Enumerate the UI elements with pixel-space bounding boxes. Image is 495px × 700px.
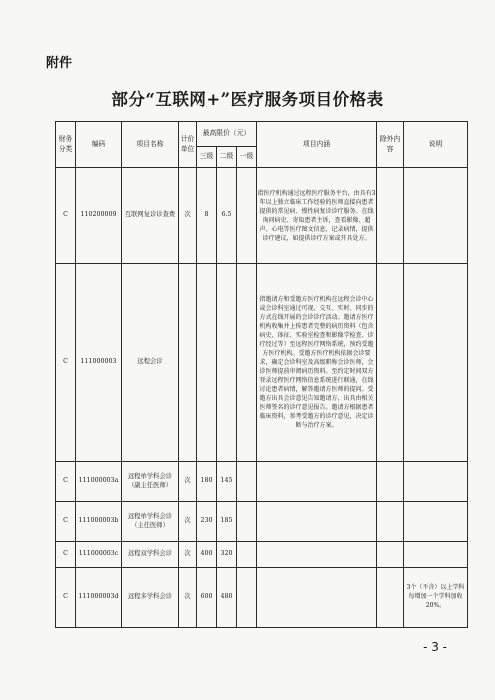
cell-price-level1 xyxy=(237,542,257,568)
cell-price-level1 xyxy=(237,502,257,542)
header-level1: 一级 xyxy=(237,147,257,168)
cell-exclusions xyxy=(377,502,404,542)
header-content: 项目内涵 xyxy=(257,122,377,168)
cell-remarks xyxy=(404,264,468,462)
cell-code: 111000003d xyxy=(76,568,122,628)
table-row xyxy=(56,542,468,568)
table-row xyxy=(56,502,468,542)
cell-price-level3: 230 xyxy=(197,502,217,542)
cell-price-level3: 8 xyxy=(197,168,217,264)
cell-price-level2: 185 xyxy=(217,502,237,542)
cell-price-level2: 6.5 xyxy=(217,168,237,264)
table-row xyxy=(56,568,468,628)
cell-exclusions xyxy=(377,542,404,568)
cell-remarks xyxy=(404,542,468,568)
table-row xyxy=(56,462,468,502)
cell-remarks xyxy=(404,462,468,502)
cell-category: C xyxy=(56,568,76,628)
cell-price-level3: 600 xyxy=(197,568,217,628)
header-category: 财务分类 xyxy=(56,122,76,168)
cell-category: C xyxy=(56,168,76,264)
cell-price-level2: 320 xyxy=(217,542,237,568)
cell-price-level3 xyxy=(197,264,217,462)
page-number: - 3 - xyxy=(423,640,447,654)
cell-name: 互联网复诊诊查费 xyxy=(122,168,179,264)
cell-price-level1 xyxy=(237,568,257,628)
cell-name: 远程会诊 xyxy=(122,264,179,462)
header-unit: 计价单位 xyxy=(179,122,197,168)
cell-content xyxy=(257,568,377,628)
cell-content xyxy=(257,462,377,502)
cell-name: 远程多学科会诊 xyxy=(122,568,179,628)
cell-price-level2: 145 xyxy=(217,462,237,502)
cell-category: C xyxy=(56,542,76,568)
cell-category: C xyxy=(56,502,76,542)
cell-exclusions xyxy=(377,168,404,264)
cell-exclusions xyxy=(377,264,404,462)
cell-unit xyxy=(179,264,197,462)
cell-remarks: 3个（不含）以上学科每增加一个学科加收20%。 xyxy=(404,568,468,628)
cell-unit: 次 xyxy=(179,168,197,264)
cell-exclusions xyxy=(377,462,404,502)
cell-price-level1 xyxy=(237,168,257,264)
cell-code: 110200009 xyxy=(76,168,122,264)
cell-price-level3: 400 xyxy=(197,542,217,568)
table-row xyxy=(56,168,468,264)
cell-code: 111000003a xyxy=(76,462,122,502)
header-exclusions: 除外内容 xyxy=(377,122,404,168)
cell-price-level2 xyxy=(217,264,237,462)
cell-name: 远程单学科会诊（主任医师） xyxy=(122,502,179,542)
cell-exclusions xyxy=(377,568,404,628)
cell-content xyxy=(257,502,377,542)
cell-code: 111000003 xyxy=(76,264,122,462)
cell-name: 远程双学科会诊 xyxy=(122,542,179,568)
header-max-price: 最高限价（元） xyxy=(197,122,257,147)
header-name: 项目名称 xyxy=(122,122,179,168)
cell-category: C xyxy=(56,462,76,502)
cell-price-level1 xyxy=(237,264,257,462)
price-table xyxy=(55,121,468,628)
cell-name: 远程单学科会诊（副主任医师） xyxy=(122,462,179,502)
attachment-label: 附件 xyxy=(46,56,73,71)
cell-unit: 次 xyxy=(179,568,197,628)
cell-code: 111000003c xyxy=(76,542,122,568)
cell-unit: 次 xyxy=(179,462,197,502)
header-level2: 二级 xyxy=(217,147,237,168)
cell-content: 指医疗机构通过远程医疗服务平台，由具有3年以上独立临床工作经验的医师直接向患者提供的常见病、慢性病复诊诊疗服务。在线询问病史、寄取患者主诉，查看影像、超声、心电等医疗图文信息，记录病情，提供诊疗建议，如提供诊疗方案或开具处方。 xyxy=(257,168,377,264)
cell-code: 111000003b xyxy=(76,502,122,542)
header-code: 编码 xyxy=(76,122,122,168)
cell-content xyxy=(257,542,377,568)
cell-remarks xyxy=(404,502,468,542)
header-level3: 三级 xyxy=(197,147,217,168)
header-remarks: 说明 xyxy=(404,122,468,168)
cell-price-level2: 480 xyxy=(217,568,237,628)
cell-remarks xyxy=(404,168,468,264)
cell-content: 指邀请方和受邀方医疗机构在远程会诊中心或会诊科室通过可视、交互、实时、同步的方式在线开展的会诊诊疗活动。邀请方医疗机构收集并上传患者完整的病历资料（包含病史、体征、实验室检查和影像学检查、诊疗经过等）至远程医疗网络系统，预约受邀方医疗机构。受邀方医疗机构依据会诊要求，确定会诊科室及高级职称会诊医师，会诊医师提前审阅病历资料。至约定时间双方登录远程医疗网络信息系统进行联通，在线讨论患者病情，解答邀请方医师的提问。受邀方出具会诊意见告知邀请方，出具由相关医师签名的诊疗意见报告。邀请方根据患者临床资料，参考受邀方的诊疗意见，决定诊断与治疗方案。 xyxy=(257,264,377,462)
cell-category: C xyxy=(56,264,76,462)
table-row xyxy=(56,264,468,462)
page-title: 部分“互联网+”医疗服务项目价格表 xyxy=(111,90,384,109)
cell-price-level1 xyxy=(237,462,257,502)
cell-unit: 次 xyxy=(179,542,197,568)
cell-price-level3: 180 xyxy=(197,462,217,502)
cell-unit: 次 xyxy=(179,502,197,542)
